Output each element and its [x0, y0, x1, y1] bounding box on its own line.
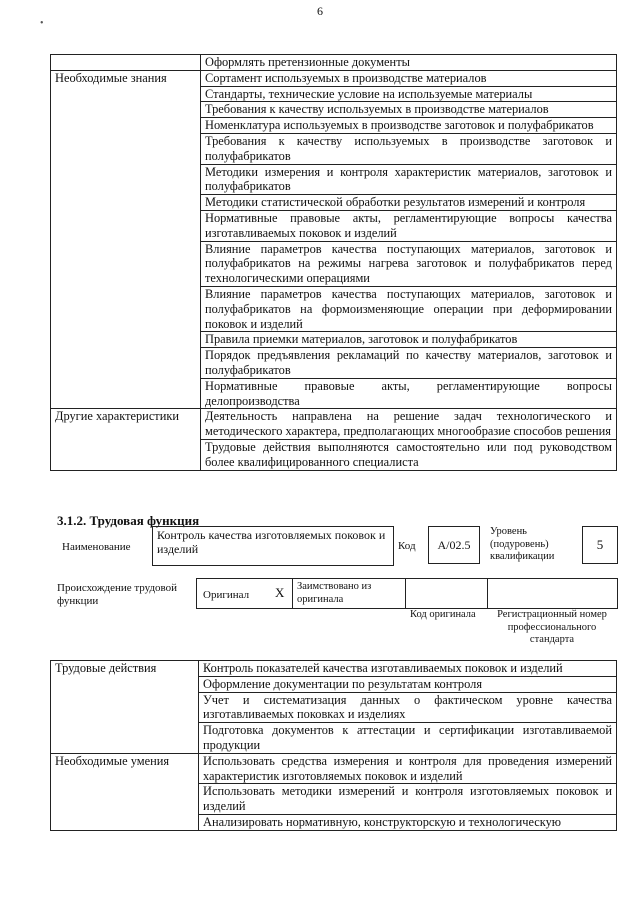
- table-row: [51, 55, 617, 71]
- table-cell: Учет и систематизация данных о фактическом уровне качества изготавливаемых поковках и изделиях: [199, 692, 617, 723]
- table-row: [51, 661, 617, 677]
- table-cell: Оформлять претензионные документы: [201, 55, 617, 71]
- table-cell: Требования к качеству используемых в производстве заготовок и полуфабрикатов: [201, 133, 617, 164]
- code-value-box: [428, 526, 480, 564]
- code-label: Код: [398, 540, 416, 552]
- table-cell: Правила приемки материалов, заготовок и полуфабрикатов: [201, 332, 617, 348]
- page-number: 6: [317, 4, 323, 18]
- table-cell: Использовать средства измерения и контроля для проведения измерений характеристик изготовляемых поковок и изделий: [199, 753, 617, 784]
- table-cell: Методики статистической обработки результатов измерений и контроля: [201, 195, 617, 211]
- table-cell: Стандарты, технические условие на используемые материалы: [201, 86, 617, 102]
- table-cell: Методики измерения и контроля характеристик материалов, заготовок и полуфабрикатов: [201, 164, 617, 195]
- origin-box: [196, 578, 618, 609]
- divider: [292, 578, 293, 609]
- original-mark: X: [275, 585, 285, 600]
- code-original-caption: Код оригинала: [410, 609, 476, 620]
- table-row: [51, 753, 617, 784]
- code-value: A/02.5: [437, 538, 471, 552]
- table-cell: Влияние параметров качества поступающих материалов, заготовок и полуфабрикатов на формоизменяющие операции при деформировании поковок и изделий: [201, 286, 617, 331]
- table-cell: Номенклатура используемых в производстве заготовок и полуфабрикатов: [201, 118, 617, 134]
- table-cell: Нормативные правовые акты, регламентирующие вопросы качества изготавливаемых поковок и изделий: [201, 210, 617, 241]
- table-row: [51, 70, 617, 86]
- table-cell: Влияние параметров качества поступающих материалов, заготовок и полуфабрикатов на режимы нагрева заготовок и полуфабрикатов перед технологическими операциями: [201, 241, 617, 286]
- section-title: 3.1.2. Трудовая функция: [57, 513, 200, 528]
- table-cell: Сортамент используемых в производстве материалов: [201, 70, 617, 86]
- origin-label: Происхождение трудовой функции: [57, 582, 178, 607]
- top-table: [50, 54, 617, 471]
- name-value: Контроль качества изготовляемых поковок и изделий: [157, 528, 386, 556]
- table-cell: Использовать методики измерений и контроля изготовляемых поковок и изделий: [199, 784, 617, 815]
- table-cell: Порядок предъявления рекламаций по качеству материалов, заготовок и полуфабрикатов: [201, 348, 617, 379]
- table-cell: Требования к качеству используемых в производстве материалов: [201, 102, 617, 118]
- table-cell: Подготовка документов к аттестации и сертификации изготавливаемой продукции: [199, 723, 617, 754]
- borrowed-label: Заимствовано из оригинала: [297, 581, 372, 605]
- skills-label: Необходимые умения: [51, 753, 199, 830]
- table-cell: Анализировать нормативную, конструкторскую и технологическую: [199, 814, 617, 830]
- original-label: Оригинал: [203, 589, 250, 601]
- table-cell: Нормативные правовые акты, регламентирующие вопросы делопроизводства: [201, 378, 617, 409]
- level-value: 5: [596, 537, 604, 552]
- knowledge-label: Необходимые знания: [51, 70, 201, 409]
- table-cell: Оформление документации по результатам контроля: [199, 676, 617, 692]
- table-cell: Контроль показателей качества изготавливаемых поковок и изделий: [199, 661, 617, 677]
- table-cell: Трудовые действия выполняются самостоятельно или под руководством более квалифицированного специалиста: [201, 439, 617, 470]
- bottom-table: [50, 660, 617, 831]
- name-value-box: [152, 526, 394, 566]
- corner-mark: •: [40, 18, 44, 29]
- table-cell: Деятельность направлена на решение задач технологического и методического характера, предполагающих многообразие способов решения: [201, 409, 617, 440]
- divider: [487, 578, 488, 609]
- divider: [405, 578, 406, 609]
- table-row: [51, 409, 617, 440]
- name-label: Наименование: [62, 541, 131, 553]
- other-label: Другие характеристики: [51, 409, 201, 470]
- level-value-box: [582, 526, 618, 564]
- actions-label: Трудовые действия: [51, 661, 199, 754]
- level-label: Уровень (подуровень) квалификации: [490, 526, 555, 562]
- reg-number-caption: Регистрационный номер профессионального стандарта: [497, 609, 607, 645]
